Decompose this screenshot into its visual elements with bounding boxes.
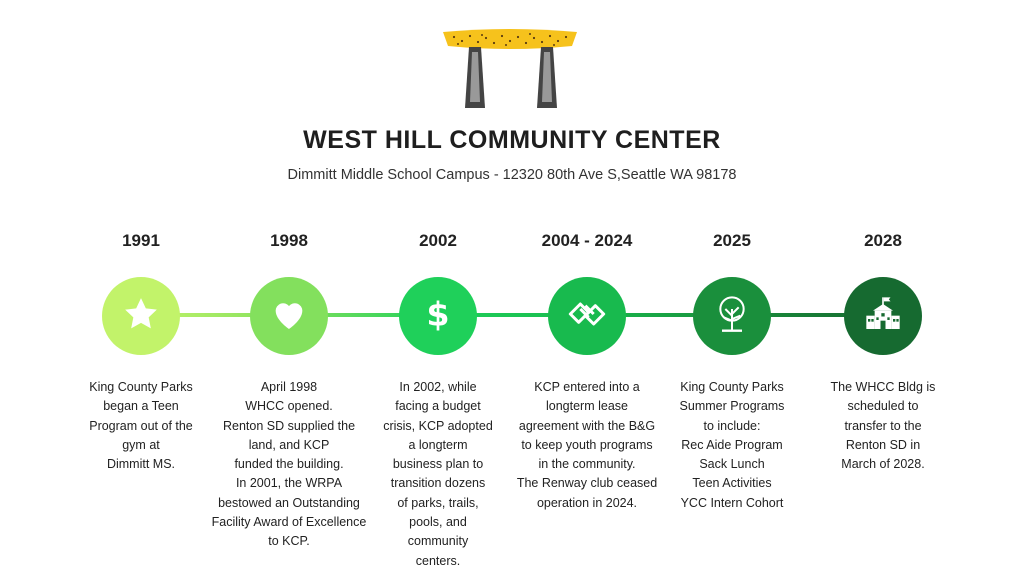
heart-icon bbox=[269, 294, 309, 339]
description-line: crisis, KCP adopted bbox=[383, 418, 493, 433]
timeline-marker bbox=[844, 277, 922, 355]
description-line: transfer to the bbox=[844, 418, 922, 433]
timeline-marker bbox=[548, 277, 626, 355]
description-line: The WHCC Bldg is bbox=[830, 380, 936, 394]
description-line: to include: bbox=[703, 418, 761, 433]
description-line: funded the building. bbox=[234, 457, 344, 472]
description-line: Summer Programs bbox=[679, 399, 785, 414]
description-line: Sack Lunch bbox=[699, 457, 765, 472]
description-line: land, and KCP bbox=[248, 437, 330, 452]
description-line: March of 2028. bbox=[841, 457, 925, 472]
page-title: WEST HILL COMMUNITY CENTER bbox=[303, 126, 721, 154]
handshake-icon bbox=[567, 294, 607, 339]
description-line: centers. bbox=[415, 553, 461, 568]
description-line: scheduled to bbox=[847, 399, 919, 414]
description-line: to KCP. bbox=[268, 534, 310, 549]
description-line: In 2002, while bbox=[399, 380, 477, 394]
description-line: gym at bbox=[122, 437, 160, 452]
description-line: In 2001, the WRPA bbox=[235, 476, 343, 491]
description-line: operation in 2024. bbox=[536, 495, 638, 510]
timeline-year: 2004 - 2024 bbox=[541, 231, 633, 250]
description-line: Teen Activities bbox=[692, 476, 772, 491]
tree-icon bbox=[712, 294, 752, 339]
timeline-marker bbox=[693, 277, 771, 355]
description-line: YCC Intern Cohort bbox=[680, 495, 784, 510]
description-line: Rec Aide Program bbox=[681, 437, 783, 452]
timeline-marker bbox=[399, 277, 477, 355]
timeline-year: 1998 bbox=[270, 231, 308, 250]
description-line: Dimmitt MS. bbox=[106, 457, 176, 472]
school-icon bbox=[863, 294, 903, 339]
page-subtitle: Dimmitt Middle School Campus - 12320 80th Ave S,Seattle WA 98178 bbox=[287, 167, 737, 183]
svg-text:$: $ bbox=[426, 294, 450, 334]
timeline-year: 1991 bbox=[122, 231, 160, 250]
timeline-description bbox=[788, 378, 978, 474]
community-center-logo bbox=[440, 28, 580, 112]
star-icon bbox=[121, 294, 161, 339]
description-line: KCP entered into a bbox=[534, 380, 640, 394]
description-line: transition dozens bbox=[390, 476, 486, 491]
description-line: began a Teen bbox=[103, 399, 179, 414]
description-line: Program out of the bbox=[89, 418, 193, 433]
description-line: April 1998 bbox=[260, 380, 318, 394]
description-line: facing a budget bbox=[395, 399, 481, 414]
description-line: WHCC opened. bbox=[245, 399, 333, 414]
description-line: Facility Award of Excellence bbox=[211, 515, 367, 530]
timeline-year: 2002 bbox=[419, 231, 457, 250]
timeline-marker bbox=[102, 277, 180, 355]
timeline-marker bbox=[250, 277, 328, 355]
description-line: agreement with the B&G bbox=[518, 418, 656, 433]
description-line: Renton SD supplied the bbox=[222, 418, 356, 433]
description-line: business plan to bbox=[392, 457, 484, 472]
description-line: to keep youth programs bbox=[521, 437, 653, 452]
description-line: King County Parks bbox=[680, 380, 784, 394]
description-line: pools, and bbox=[409, 515, 467, 530]
timeline-year: 2028 bbox=[864, 231, 902, 250]
dollar-icon bbox=[418, 294, 458, 339]
timeline-year: 2025 bbox=[713, 231, 751, 250]
description-line: bestowed an Outstanding bbox=[218, 495, 360, 510]
description-line: in the community. bbox=[538, 457, 636, 472]
description-line: King County Parks bbox=[89, 380, 193, 394]
description-line: community bbox=[407, 534, 469, 549]
description-line: The Renway club ceased bbox=[516, 476, 658, 491]
description-line: of parks, trails, bbox=[397, 495, 479, 510]
description-line: Renton SD in bbox=[845, 437, 921, 452]
description-line: longterm lease bbox=[546, 399, 628, 414]
description-line: a longterm bbox=[408, 437, 468, 452]
